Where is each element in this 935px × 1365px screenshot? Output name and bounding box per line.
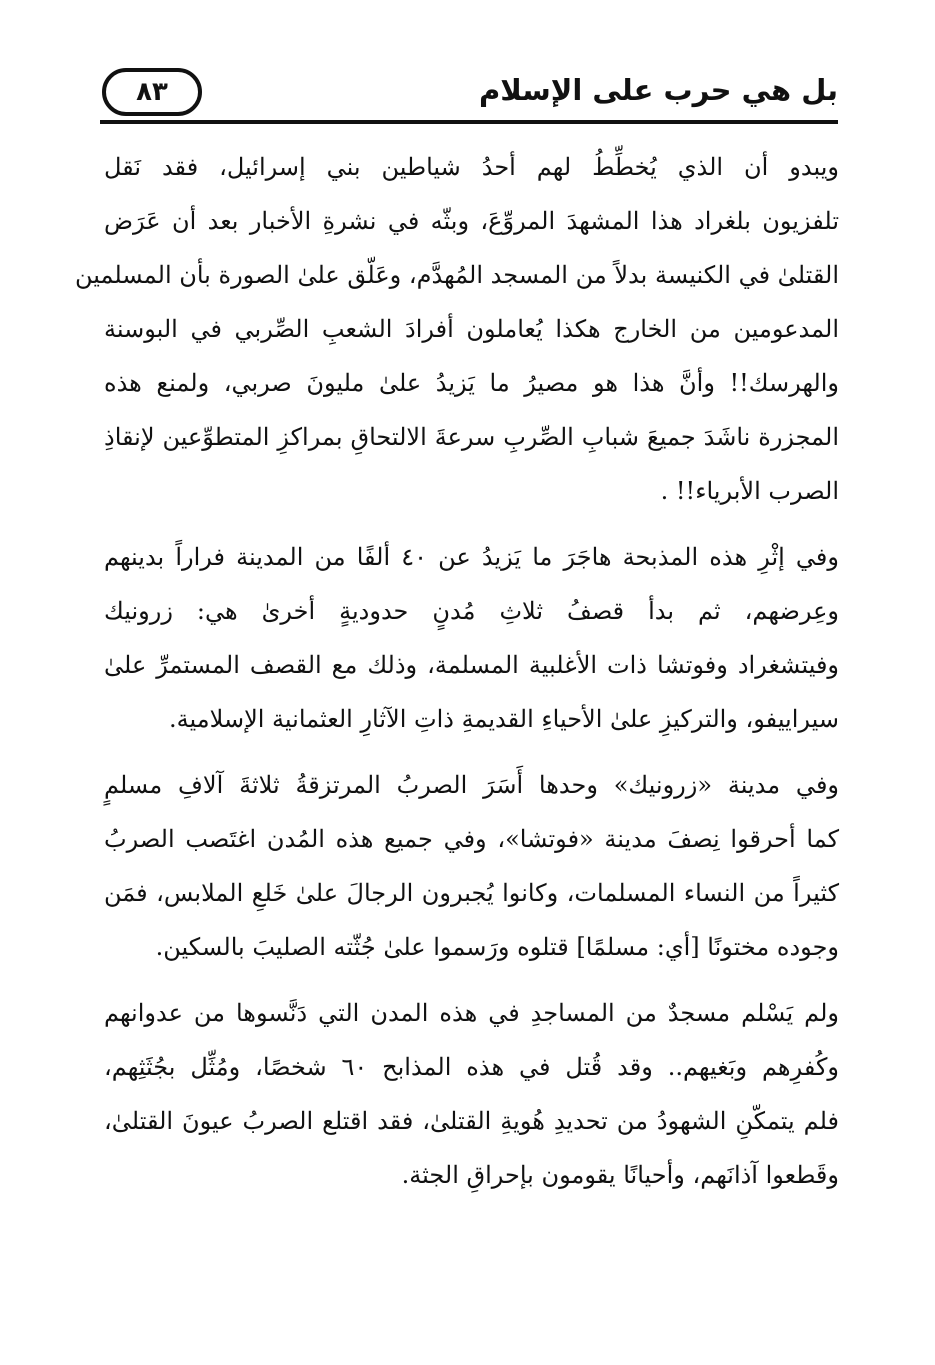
header-rule <box>100 120 838 124</box>
paragraph-4 <box>104 986 839 1202</box>
text-line: كثيراً من النساء المسلمات، وكانوا يُجبرون الرجالَ علىٰ خَلعِ الملابس، فمَن <box>104 879 839 907</box>
text-line: فلم يتمكّنِ الشهودُ من تحديدِ هُويةِ القتلىٰ، فقد اقتلع الصربُ عيونَ القتلىٰ، <box>104 1107 839 1135</box>
text-line: وجوده مختونًا [أي: مسلمًا] قتلوه ورَسموا علىٰ جُثّته الصليبَ بالسكين. <box>155 933 839 961</box>
text-line: وعِرضهم، ثم بدأ قصفُ ثلاثِ مُدنٍ حدوديةٍ أخرىٰ هي: زرونيك <box>104 597 839 625</box>
text-line: وفيتشغراد وفوتشا ذات الأغلبية المسلمة، وذلك مع القصف المستمرِّ علىٰ <box>104 651 839 679</box>
text-line: وكُفرِهم وبَغيهم.. وقد قُتل في هذه المذابح ٦٠ شخصًا، ومُثِّل بجُثَثِهم، <box>104 1053 839 1081</box>
text-line: وفي مدينة «زرونيك» وحدها أَسَرَ الصربُ المرتزقةُ ثلاثةَ آلافِ مسلمٍ <box>104 771 839 799</box>
text-line: وقَطعوا آذانَهم، وأحيانًا يقومون بإحراقِ الجثة. <box>401 1161 839 1189</box>
text-line: ويبدو أن الذي يُخطِّطُ لهم أحدُ شياطين بني إسرائيل، فقد نَقل <box>104 153 839 181</box>
text-line: المدعومين من الخارج هكذا يُعاملون أفرادَ الشعبِ الصِّربي في البوسنة <box>104 315 839 343</box>
paragraph-1 <box>75 140 839 518</box>
paragraph-3 <box>104 758 839 974</box>
body-text <box>75 140 839 1214</box>
page-number-badge <box>102 68 202 116</box>
text-line: المجزرة ناشَدَ جميعَ شبابِ الصِّربِ سرعةَ الالتحاقِ بمراكزِ المتطوِّعين لإنقاذِ <box>104 423 839 451</box>
text-line: والهرسك!! وأنَّ هذا هو مصيرُ ما يَزيدُ علىٰ مليونَ صربي، ولمنع هذه <box>104 369 839 397</box>
text-line: ولم يَسْلم مسجدٌ من المساجدِ في هذه المدن التي دَنَّسوها من عدوانهم <box>104 999 839 1027</box>
text-line: تلفزيون بلغراد هذا المشهدَ المروِّعَ، وبثّه في نشرةِ الأخبار بعد أن عَرَض <box>104 207 839 235</box>
text-line: القتلىٰ في الكنيسة بدلاً من المسجد المُهدَّم، وعَلّق علىٰ الصورة بأن المسلمين <box>75 261 839 289</box>
text-line: وفي إثْرِ هذه المذبحة هاجَرَ ما يَزيدُ عن ٤٠ ألفًا من المدينة فراراً بدينهم <box>104 543 839 571</box>
page-number: ٨٣ <box>136 77 168 107</box>
text-line: الصرب الأبرياء!! . <box>660 477 839 505</box>
running-title: بل هي حرب على الإسلام <box>478 73 838 107</box>
paragraph-2 <box>104 530 839 746</box>
text-line: سيراييفو، والتركيزِ علىٰ الأحياءِ القديمةِ ذاتِ الآثارِ العثمانية الإسلامية. <box>169 705 839 733</box>
text-line: كما أحرقوا نِصفَ مدينة «فوتشا»، وفي جميع هذه المُدن اغتَصب الصربُ <box>104 825 839 853</box>
page-header <box>100 62 838 126</box>
